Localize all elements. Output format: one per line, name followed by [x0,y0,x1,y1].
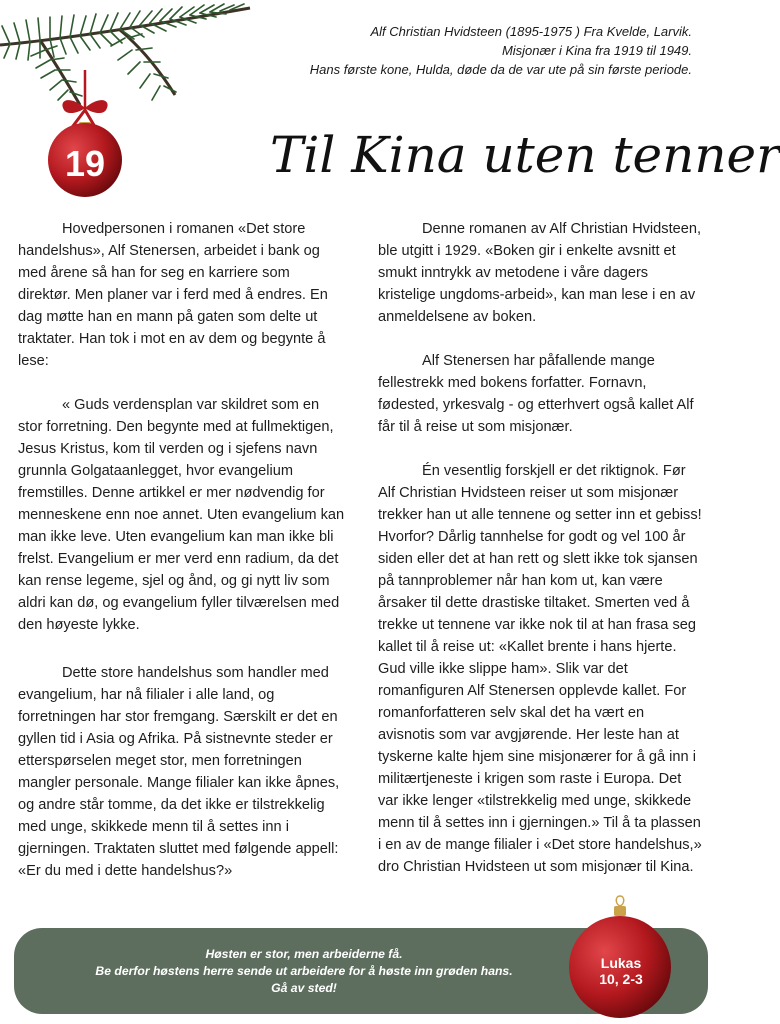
right-column [378,218,704,900]
intro-text [252,22,692,79]
reference-verse: 10, 2-3 [599,971,643,987]
intro-line: Hans første kone, Hulda, døde da de var ute på sin første periode. [309,62,692,77]
paragraph: Alf Stenersen har påfallende mange fellestrekk med bokens forfatter. Fornavn, fødested, yrkesvalg - og etterhvert også kallet Alf får til å reise ut som misjonær. [378,353,694,435]
day-number: 19 [64,143,106,184]
footer-quote [94,946,514,997]
paragraph: Dette store handelshus som handler med evangelium, har nå filialer i alle land, og forretningen har stor fremgang. Særskilt er det en gyllen tid i Asia og Afrika. På sistnevnte steder er etterspørselen meget stor, men forretningen mangler personale. Mange filialer kan ikke åpnes, og andre står tomme, da det ikke er tilstrekkelig med unge, skikkede menn til å settes inn i gjerningen. Traktaten sluttet med følgende appell: «Er du med i dette handelshus?» [18,665,340,879]
intro-line: Misjonær i Kina fra 1919 til 1949. [501,43,692,58]
paragraph: Denne romanen av Alf Christian Hvidsteen, ble utgitt i 1929. «Boken gir i enkelte avsnitt et smukt inntrykk av metodene i våre dagers kristelige ungdoms-arbeid», kan man lese i en av anmeldelsene av boken. [378,221,702,325]
reference-book: Lukas [600,955,642,971]
left-column [18,218,346,904]
footer-line: Høsten er stor, men arbeiderne få. [205,947,403,961]
paragraph: « Guds verdensplan var skildret som en stor forretning. Den begynte med at fullmektigen, Jesus Kristus, kom til verden og i sjefens navn grunnla Golgataanlegget, hvor evangelium fremstilles. Denne artikkel er mer nødvendig for menneskene enn noe annet. Uten evangelium kan man ikke leve. Uten evangelium kan man ikke bli frelst. Evangelium er mer verd enn radium, da det kan rense legeme, sjel og ånd, og gi nytt liv som aldri kan dø, og evangelium fyller tilværelsen med den høyeste lykke. [18,397,345,633]
footer-line: Be derfor høstens herre sende ut arbeidere for å høste inn grøden hans. [95,964,513,978]
paragraph: Én vesentlig forskjell er det riktignok. Før Alf Christian Hvidsteen reiser ut som misjonær trekker han ut alle tennene og setter inn et gebiss! Hvorfor? Dårlig tannhelse for godt og vel 100 år siden eller det at han rett og slett ikke tok sjansen på tannproblemer når han kom ut, kan være årsaker til dette drastiske tiltaket. Smerten ved å trekke ut tennene var ikke nok til at han frasa seg kallet til å reise ut: «Kallet brente i hans hjerte. Gud ville ikke slippe ham». Slik var det romanfiguren Alf Stenersen opplevde kallet. For romanforfatteren selv skal det ha vært en avisnotis som var avgjørende. Her leste han at tyskerne kalte hjem sine misjonærer for å gå inn i militærtjeneste i krigen som raste i Europa. Det var ikke lenger «tilstrekkelig med unge, skikkede menn til å settes inn i gjerningen.» Til å ta plassen i en av de mange filialer i «Det store handelshus,» dro Christian Hvidsteen ut som misjonær til Kina. [378,463,702,875]
page-title: Til Kina uten tenner [270,126,780,184]
bible-reference [575,955,667,987]
paragraph: Hovedpersonen i romanen «Det store handelshus», Alf Stenersen, arbeidet i bank og med årene så han for seg en karriere som direktør. Men planer var i ferd med å endres. En dag møtte han en mann på gaten som delte ut traktater. Han tok i mot en av dem og begynte å lese: [18,221,328,369]
footer-line: Gå av sted! [271,981,337,995]
intro-line: Alf Christian Hvidsteen (1895-1975 ) Fra Kvelde, Larvik. [370,24,692,39]
